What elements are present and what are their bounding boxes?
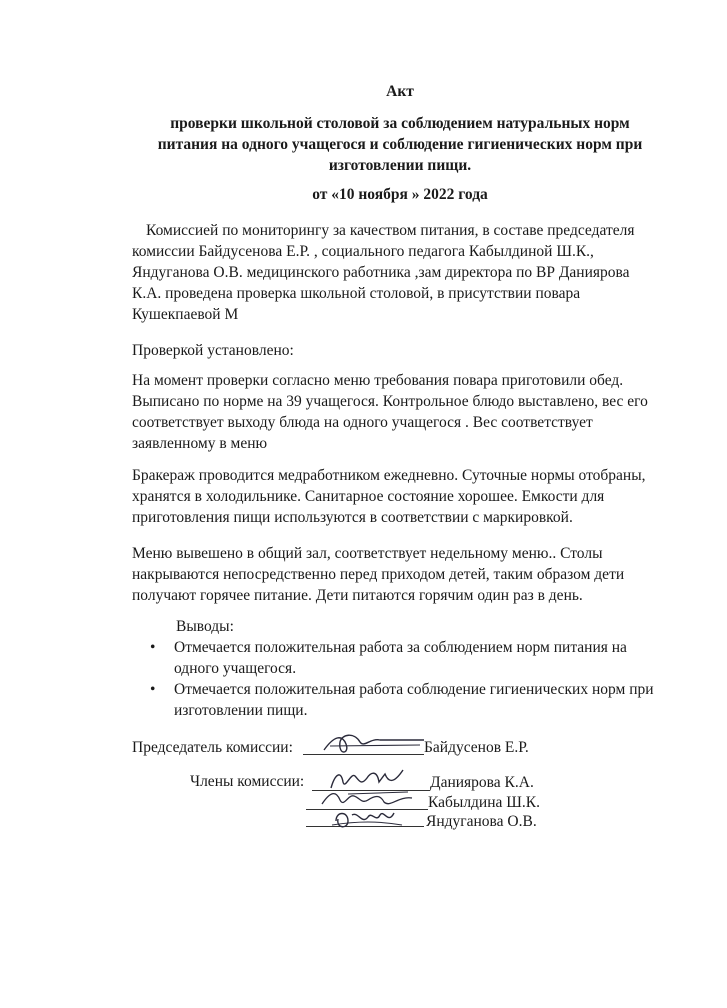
- conclusion-text: Отмечается положительная работа соблюдение гигиенических норм при изготовлении пищи.: [174, 681, 654, 719]
- bullet-icon: •: [150, 681, 156, 698]
- text-line: Меню вывешено в общий зал, соответствует недельному меню.. Столы: [132, 545, 603, 562]
- text-line: комиссии Байдусенова Е.Р. , социального педагога Кабылдиной Ш.К.,: [132, 243, 594, 260]
- chairman-name: Байдусенов Е.Р.: [424, 739, 529, 756]
- text-line: Выписано по норме на 39 учащегося. Контрольное блюдо выставлено, вес его: [132, 393, 648, 410]
- intro-paragraph: [132, 220, 672, 325]
- text-line: приготовления пищи используются в соответствии с маркировкой.: [132, 509, 573, 526]
- member-name: Кабылдина Ш.К.: [428, 794, 541, 811]
- conclusion-text: Отмечается положительная работа за соблюдением норм питания на одного учащегося.: [174, 639, 627, 677]
- document-title: Акт: [386, 83, 414, 100]
- bullet-icon: •: [150, 639, 156, 656]
- member-signature-icon: [328, 803, 408, 831]
- list-item: [150, 679, 690, 721]
- document-date: от «10 ноября » 2022 года: [312, 186, 488, 203]
- text-line: Проверкой установлено:: [132, 342, 294, 359]
- chairman-label: Председатель комиссии:: [132, 739, 293, 756]
- text-line: заявленному в меню: [132, 435, 268, 452]
- text-line: накрываются непосредственно перед приходом детей, таким образом дети: [132, 566, 625, 583]
- text-line: хранятся в холодильнике. Санитарное состояние хорошее. Емкости для: [132, 488, 605, 505]
- subtitle-line: питания на одного учащегося и соблюдение гигиенических норм при: [157, 136, 643, 153]
- text-line: Бракераж проводится медработником ежедневно. Суточные нормы отобраны,: [132, 467, 646, 484]
- text-line: К.А. проведена проверка школьной столовой, в присутствии повара: [132, 285, 581, 302]
- findings-paragraph-2: [132, 465, 672, 528]
- findings-label: [132, 340, 672, 361]
- member-name: Даниярова К.А.: [430, 774, 534, 791]
- conclusions-title: Выводы:: [176, 618, 234, 635]
- text-line: соответствует выходу блюда на одного учащегося . Вес соответствует: [132, 414, 593, 431]
- member-name: Яндуганова О.В.: [426, 813, 537, 830]
- text-line: Яндуганова О.В. медицинского работника ,зам директора по ВР Даниярова: [132, 264, 630, 281]
- findings-paragraph-3: [132, 543, 672, 606]
- chairman-signature-icon: [320, 728, 430, 760]
- text-line: На момент проверки согласно меню требования повара приготовили обед.: [132, 372, 624, 389]
- subtitle-line: проверки школьной столовой за соблюдением натуральных норм: [170, 115, 630, 132]
- text-line: Комиссией по мониторингу за качеством питания, в составе председателя: [146, 222, 635, 239]
- text-line: получают горячее питание. Дети питаются горячим один раз в день.: [132, 587, 583, 604]
- findings-paragraph-1: [132, 370, 672, 454]
- conclusions-list: [150, 637, 690, 721]
- subtitle-line: изготовлении пищи.: [328, 157, 472, 174]
- document-subtitle: [100, 113, 700, 176]
- members-label: Члены комиссии:: [190, 773, 305, 790]
- text-line: Кушекпаевой М: [132, 306, 239, 323]
- list-item: [150, 637, 690, 679]
